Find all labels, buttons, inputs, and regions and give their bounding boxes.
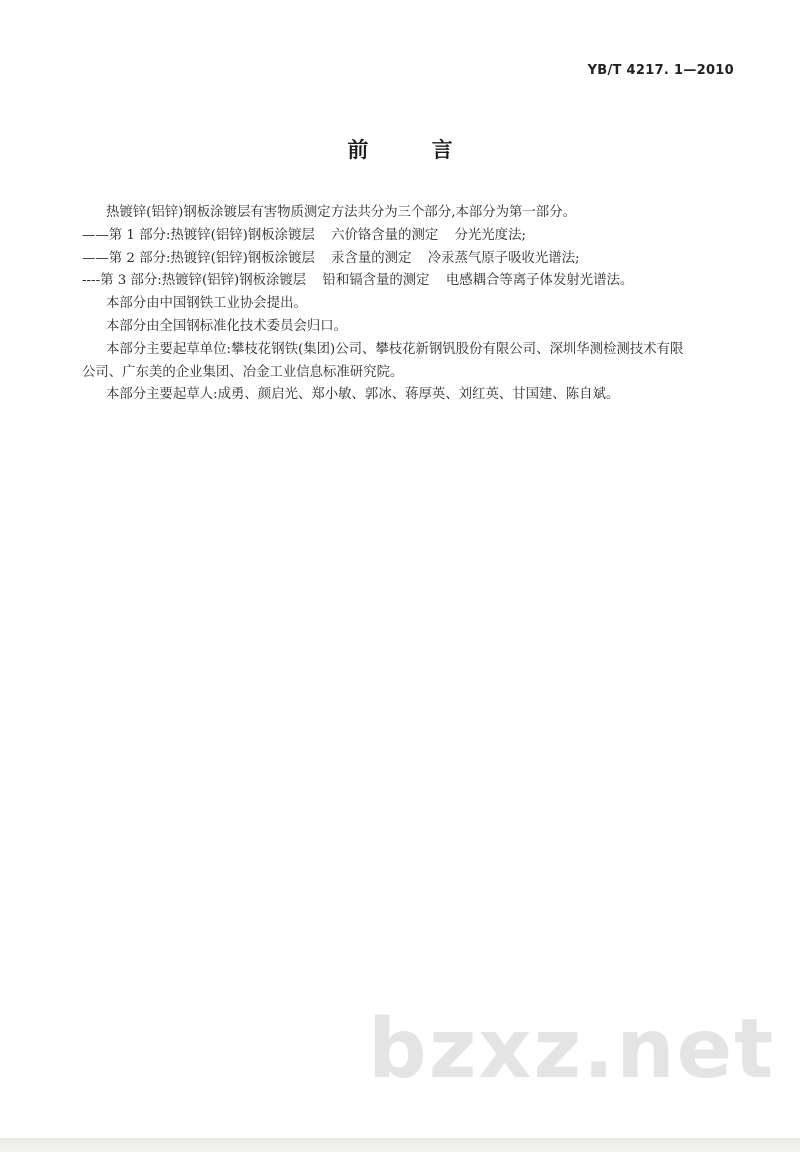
site-watermark: bzxz.net [368,1002,776,1097]
paragraph-proposer: 本部分由中国钢铁工业协会提出。 [106,296,307,312]
part-2-label: ——第 2 部分:热镀锌(铝锌)钢板涂镀层 [82,250,315,266]
page-title: 前 言 [347,138,481,162]
part-3-subject: 铅和镉含量的测定 [322,273,430,289]
page-bottom-edge [0,1138,800,1152]
paragraph-drafting-units: 本部分主要起草单位:攀枝花钢铁(集团)公司、攀枝花新钢钒股份有限公司、深圳华测检测技术有限 [106,341,684,357]
part-2-method: 冷汞蒸气原子吸收光谱法; [427,250,580,266]
paragraph-drafters: 本部分主要起草人:成勇、颜启光、郑小敏、郭冰、蒋厚英、刘红英、甘国建、陈自斌。 [106,387,620,403]
paragraph-committee: 本部分由全国钢标准化技术委员会归口。 [106,318,348,334]
paragraph-intro: 热镀锌(铝锌)钢板涂镀层有害物质测定方法共分为三个部分,本部分为第一部分。 [106,205,576,220]
paragraph-part-2 [82,248,726,271]
part-1-method: 分光光度法; [454,227,526,243]
part-1-label: ——第 1 部分:热镀锌(铝锌)钢板涂镀层 [82,227,315,243]
part-3-method: 电感耦合等离子体发射光谱法。 [445,273,634,289]
part-1-subject: 六价铬含量的测定 [331,227,439,243]
standard-code: YB/T 4217. 1—2010 [587,63,734,78]
paragraph-drafting-units-continued: 公司、广东美的企业集团、冶金工业信息标准研究院。 [82,364,404,380]
part-2-subject: 汞含量的测定 [331,250,412,266]
paragraph-part-1 [82,225,726,248]
foreword-body [82,202,726,407]
part-3-label: ----第 3 部分:热镀锌(铝锌)钢板涂镀层 [82,273,307,289]
paragraph-part-3 [82,270,726,293]
